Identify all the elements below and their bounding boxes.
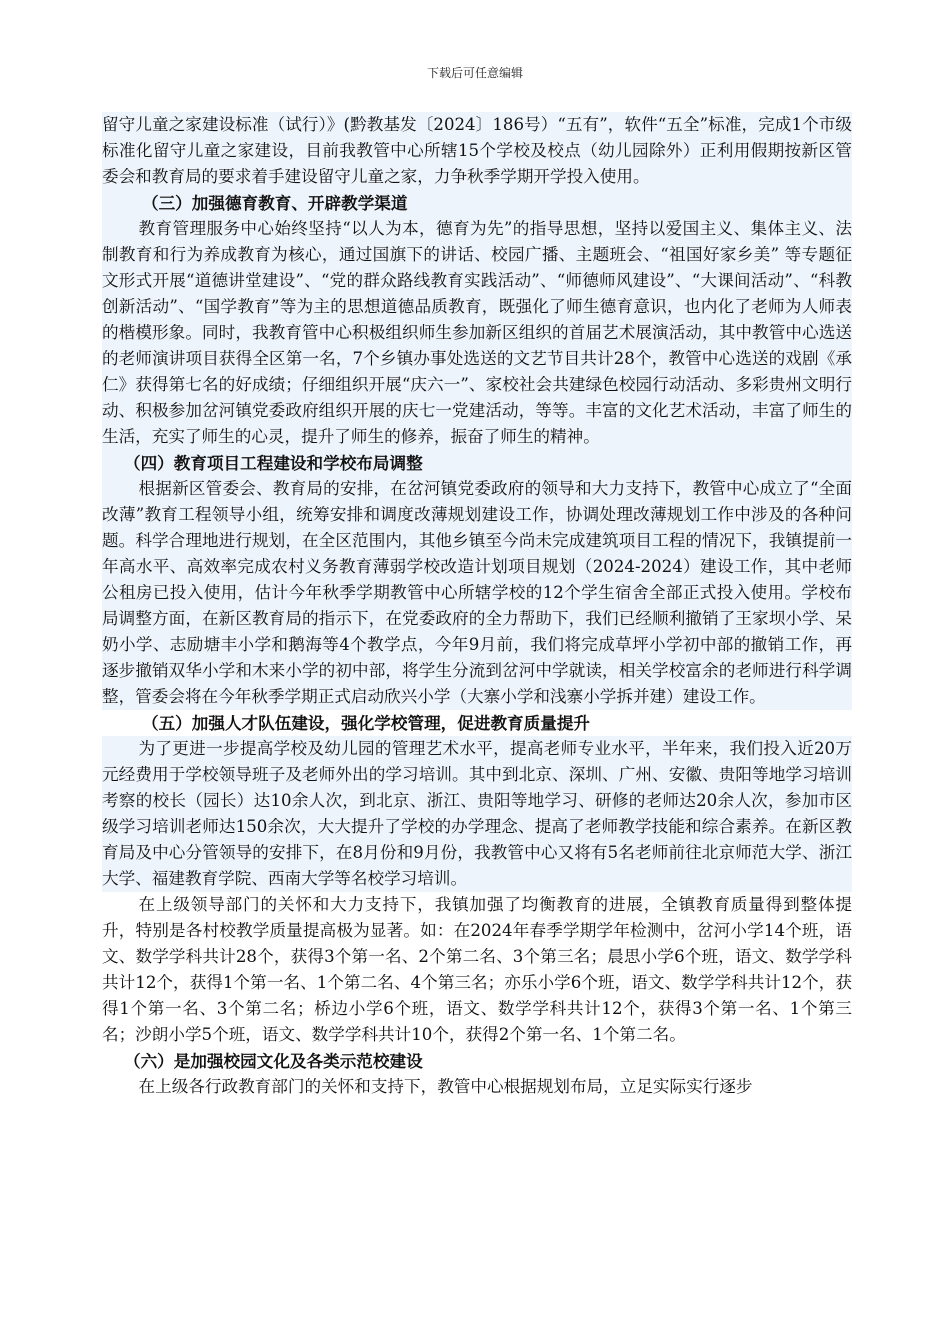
section-heading-3: （三）加强德育教育、开辟教学渠道 (102, 190, 852, 216)
paragraph-quality-results: 在上级领导部门的关怀和大力支持下，我镇加强了均衡教育的进展，全镇教育质量得到整体提升，特别是各村校教学质量提高极为显著。如：在2024年春季学期学年检测中，岔河小学14个班，语文、数学学科共计28个，获得3个第一名、2个第二名、3个第三名；晨思小学6个班，语文、数学学科共计12个，获得1个第一名、1个第二名、4个第三名；亦乐小学6个班，语文、数学学科共计12个，获得1个第一名、3个第二名；桥边小学6个班，语文、数学学科共计12个，获得3个第一名、1个第三名；沙朗小学5个班，语文、数学学科共计10个，获得2个第一名、1个第二名。 (102, 895, 852, 1044)
paragraph-project-construction: 根据新区管委会、教育局的安排，在岔河镇党委政府的领导和大力支持下，教管中心成立了“全面改薄”教育工程领导小组，统筹安排和调度改薄规划建设工作，协调处理改薄规划工作中涉及的各种问题。科学合理地进行规划，在全区范围内，其他乡镇至今尚未完成建筑项目工程的情况下，我镇提前一年高水平、高效率完成农村义务教育薄弱学校改造计划项目规划（2024-2024）建设工作，其中老师公租房已投入使用，估计今年秋季学期教管中心所辖学校的12个学生宿舍全部正式投入使用。学校布局调整方面，在新区教育局的指示下，在党委政府的全力帮助下，我们已经顺利撤销了王家坝小学、呆奶小学、志励塘丰小学和鹅海等4个教学点，今年9月前，我们将完成草坪小学初中部的撤销工作，再逐步撤销双华小学和木来小学的初中部，将学生分流到岔河中学就读，相关学校富余的老师进行科学调整，管委会将在今年秋季学期正式启动欣兴小学（大寨小学和浅寨小学拆并建）建设工作。 (102, 476, 852, 710)
paragraph-teacher-training: 为了更进一步提高学校及幼儿园的管理艺术水平，提高老师专业水平，半年来，我们投入近20万元经费用于学校领导班子及老师外出的学习培训。其中到北京、深圳、广州、安徽、贵阳等地学习培训考察的校长（园长）达10余人次，到北京、浙江、贵阳等地学习、研修的老师达20余人次，参加市区级学习培训老师达150余次，大大提升了学校的办学理念、提高了老师教学技能和综合素养。在新区教育局及中心分管领导的安排下，在8月份和9月份，我教管中心又将有5名老师前往北京师范大学、浙江大学、福建教育学院、西南大学等名校学习培训。 (102, 736, 852, 892)
paragraph-campus-culture: 在上级各行政教育部门的关怀和支持下，教管中心根据规划布局，立足实际实行逐步 (138, 1077, 753, 1096)
section-heading-6: （六）是加强校园文化及各类示范校建设 (124, 1051, 423, 1071)
paragraph-moral-education: 教育管理服务中心始终坚持“以人为本，德育为先”的指导思想，坚持以爱国主义、集体主义、法制教育和行为养成教育为核心，通过国旗下的讲话、校园广播、主题班会、“祖国好家乡美” 等专题征文形式开展“道德讲堂建设”、“党的群众路线教育实践活动”、“师德师风建设”、“大课间活动”、“科教创新活动”、“国学教育”等为主的思想道德品质教育，既强化了师生德育意识，也内化了老师为人师表的楷模形象。同时，我教育管中心积极组织师生参加新区组织的首届艺术展演活动，其中教管中心选送的老师演讲项目获得全区第一名，7个乡镇办事处选送的文艺节目共计28个，教管中心选送的戏剧《承仁》获得第七名的好成绩；仔细组织开展“庆六一”、家校社会共建绿色校园行动活动、多彩贵州文明行动、积极参加岔河镇党委政府组织开展的庆七一党建活动，等等。丰富的文化艺术活动，丰富了师生的生活，充实了师生的心灵，提升了师生的修养，振奋了师生的精神。 (102, 216, 852, 450)
document-body (102, 112, 852, 1100)
page-header-note: 下载后可任意编辑 (426, 66, 523, 80)
section-heading-5: （五）加强人才队伍建设，强化学校管理，促进教育质量提升 (142, 713, 591, 733)
section-heading-4: （四）教育项目工程建设和学校布局调整 (102, 450, 852, 476)
paragraph-standards: 留守儿童之家建设标准（试行）》(黔教基发〔2024〕186号）“五有”，软件“五全”标准，完成1个市级标准化留守儿童之家建设，目前我教管中心所辖15个学校及校点（幼儿园除外）正利用假期按新区管委会和教育局的要求着手建设留守儿童之家，力争秋季学期开学投入使用。 (102, 112, 852, 190)
